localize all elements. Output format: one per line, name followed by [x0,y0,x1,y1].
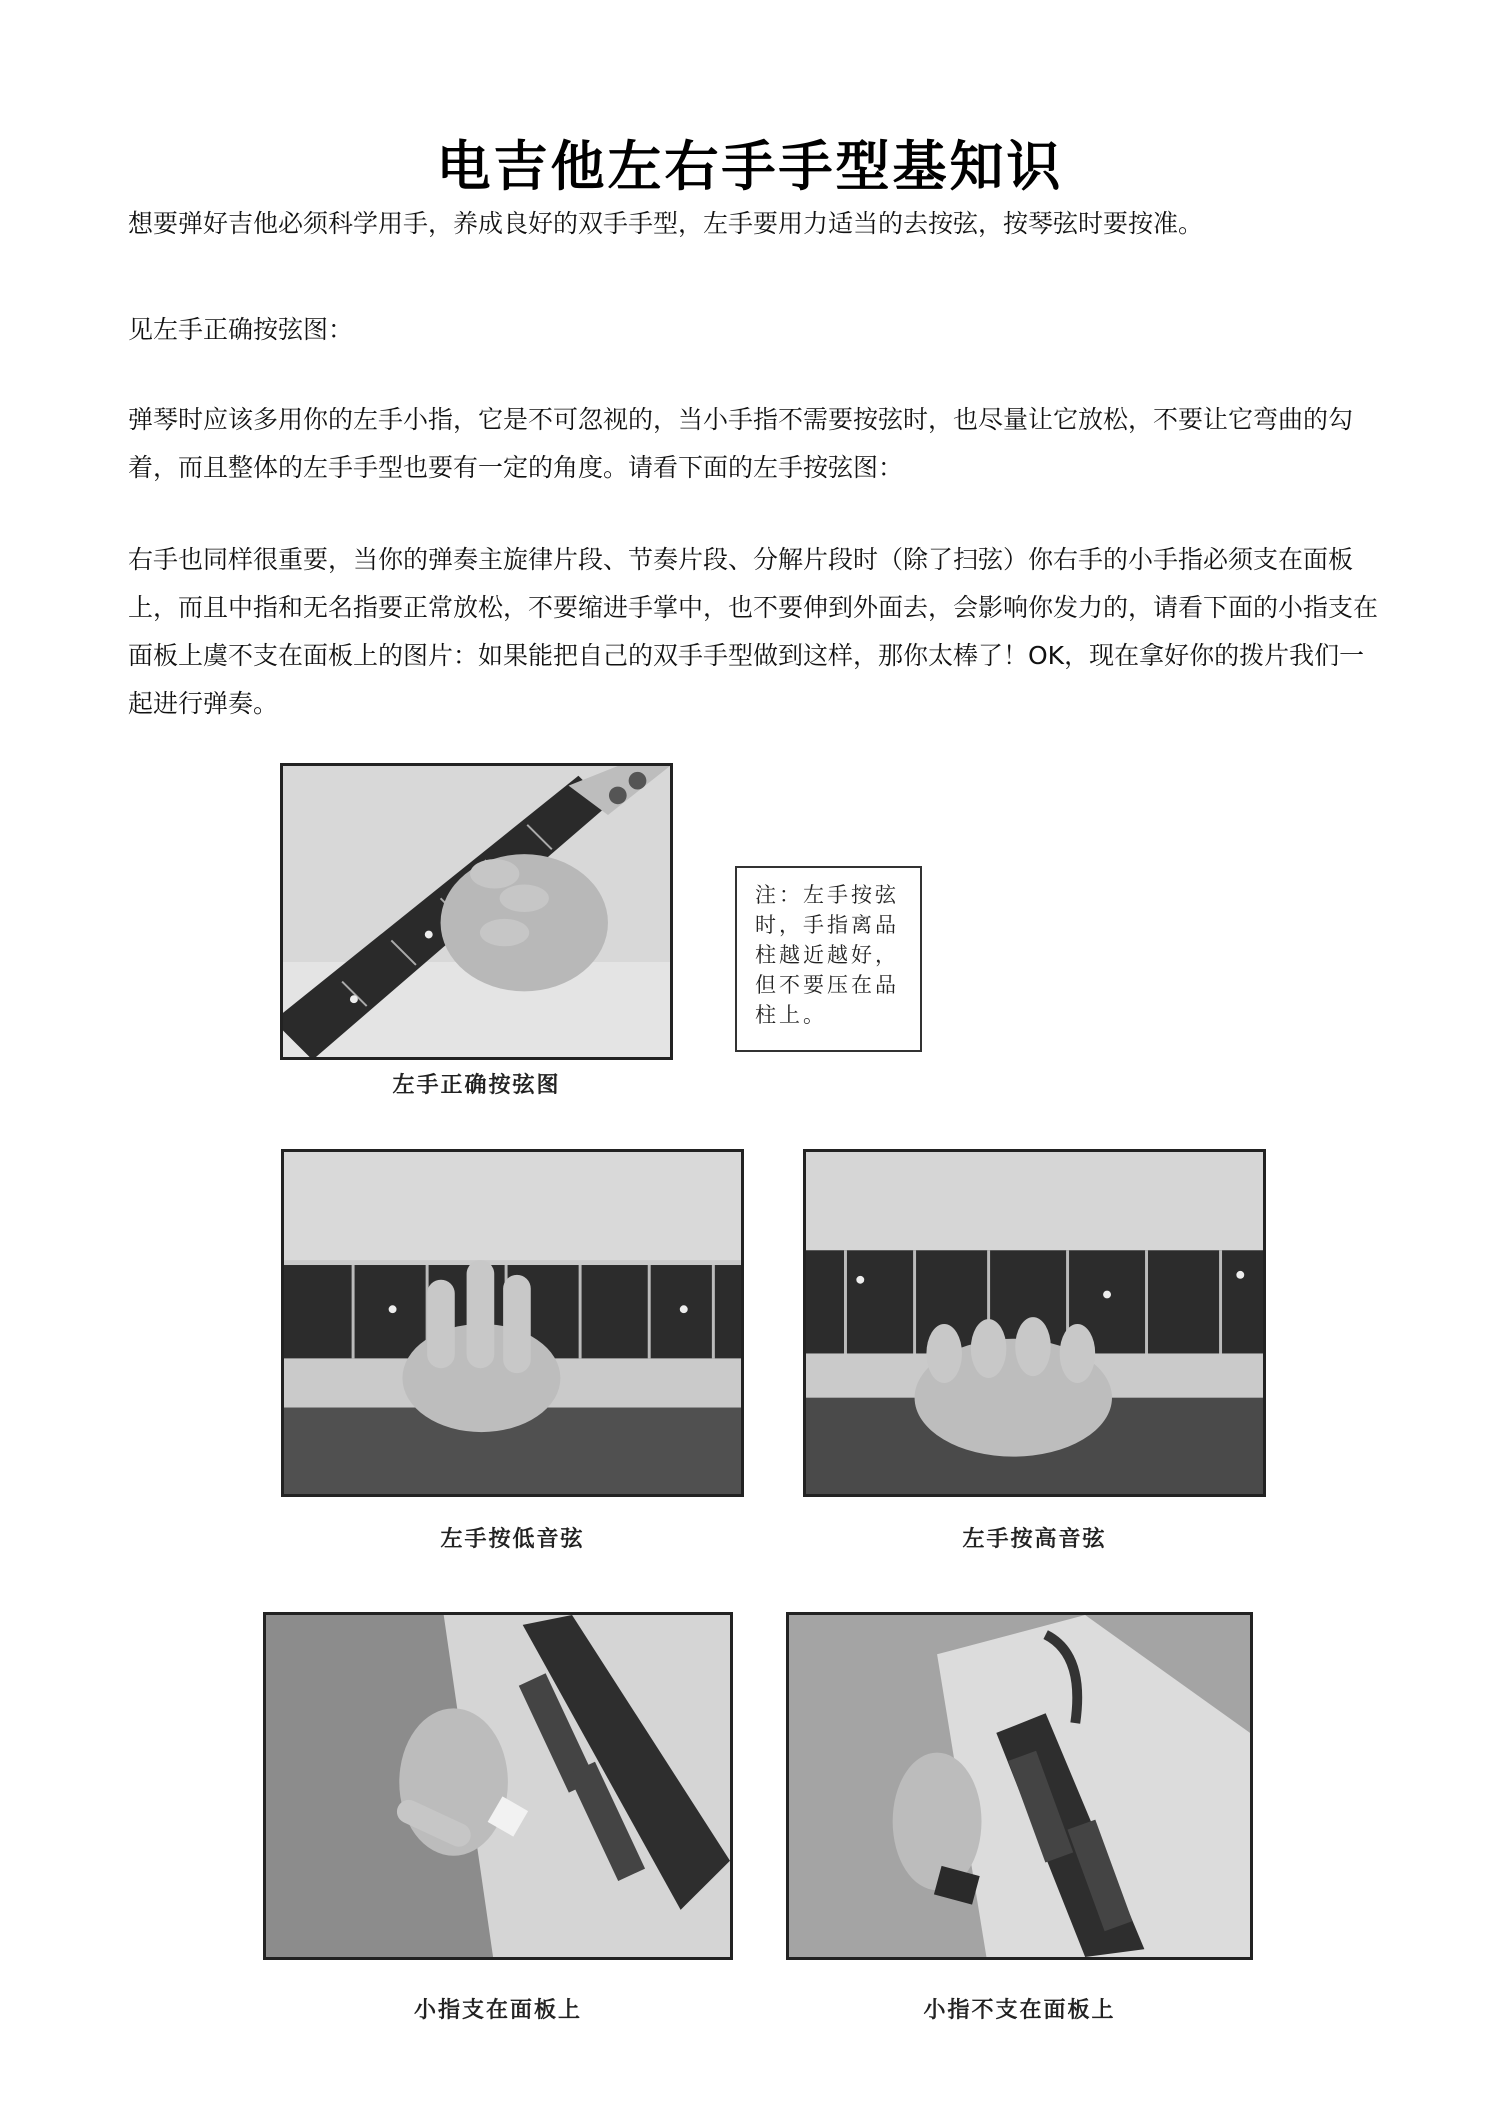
note-line: 柱上。 [755,1003,827,1027]
left-hand-low-string-photo [281,1149,744,1497]
page-title: 电吉他左右手手型基知识 [436,135,1064,199]
pinky-not-on-top-caption: 小指不支在面板上 [923,1997,1116,2023]
left-hand-high-string-photo [803,1149,1266,1497]
pinky-on-top-caption: 小指支在面板上 [413,1997,582,2023]
intro-paragraph: 想要弹好吉他必须科学用手，养成良好的双手手型，左手要用力适当的去按弦，按琴弦时要按准。 [128,209,1204,238]
left-hand-intro: 见左手正确按弦图： [128,315,354,344]
note-line: 柱越近越好， [755,943,899,967]
pinky-paragraph: 弹琴时应该多用你的左手小指，它是不可忽视的，当小手指不需要按弦时，也尽量让它放松，不要让它弯曲的勾着，而且整体的左手手型也要有一定的角度。请看下面的左手按弦图： [128,405,1354,482]
right-hand-paragraph: 右手也同样很重要，当你的弹奏主旋律片段、节奏片段、分解片段时（除了扫弦）你右手的小手指必须支在面板上，而且中指和无名指要正常放松，不要缩进手掌中，也不要伸到外面去，会影响你发力的，请看下面的小指支在面板上虞不支在面板上的图片：如果能把自己的双手手型做到这样，那你太棒了！OK，现在拿好你的拨片我们一起进行弹奏。 [128,545,1379,718]
note-line: 时，手指离品 [755,913,899,937]
note-line: 但不要压在品 [755,973,899,997]
left-hand-high-string-caption: 左手按高音弦 [962,1526,1107,1552]
left-hand-low-string-caption: 左手按低音弦 [440,1526,585,1552]
left-hand-correct-photo [280,763,673,1060]
pinky-on-top-photo [263,1612,733,1960]
note-line: 注：左手按弦 [755,883,899,907]
left-hand-correct-caption: 左手正确按弦图 [392,1072,561,1098]
note-box [735,866,922,1052]
pinky-not-on-top-photo [786,1612,1253,1960]
